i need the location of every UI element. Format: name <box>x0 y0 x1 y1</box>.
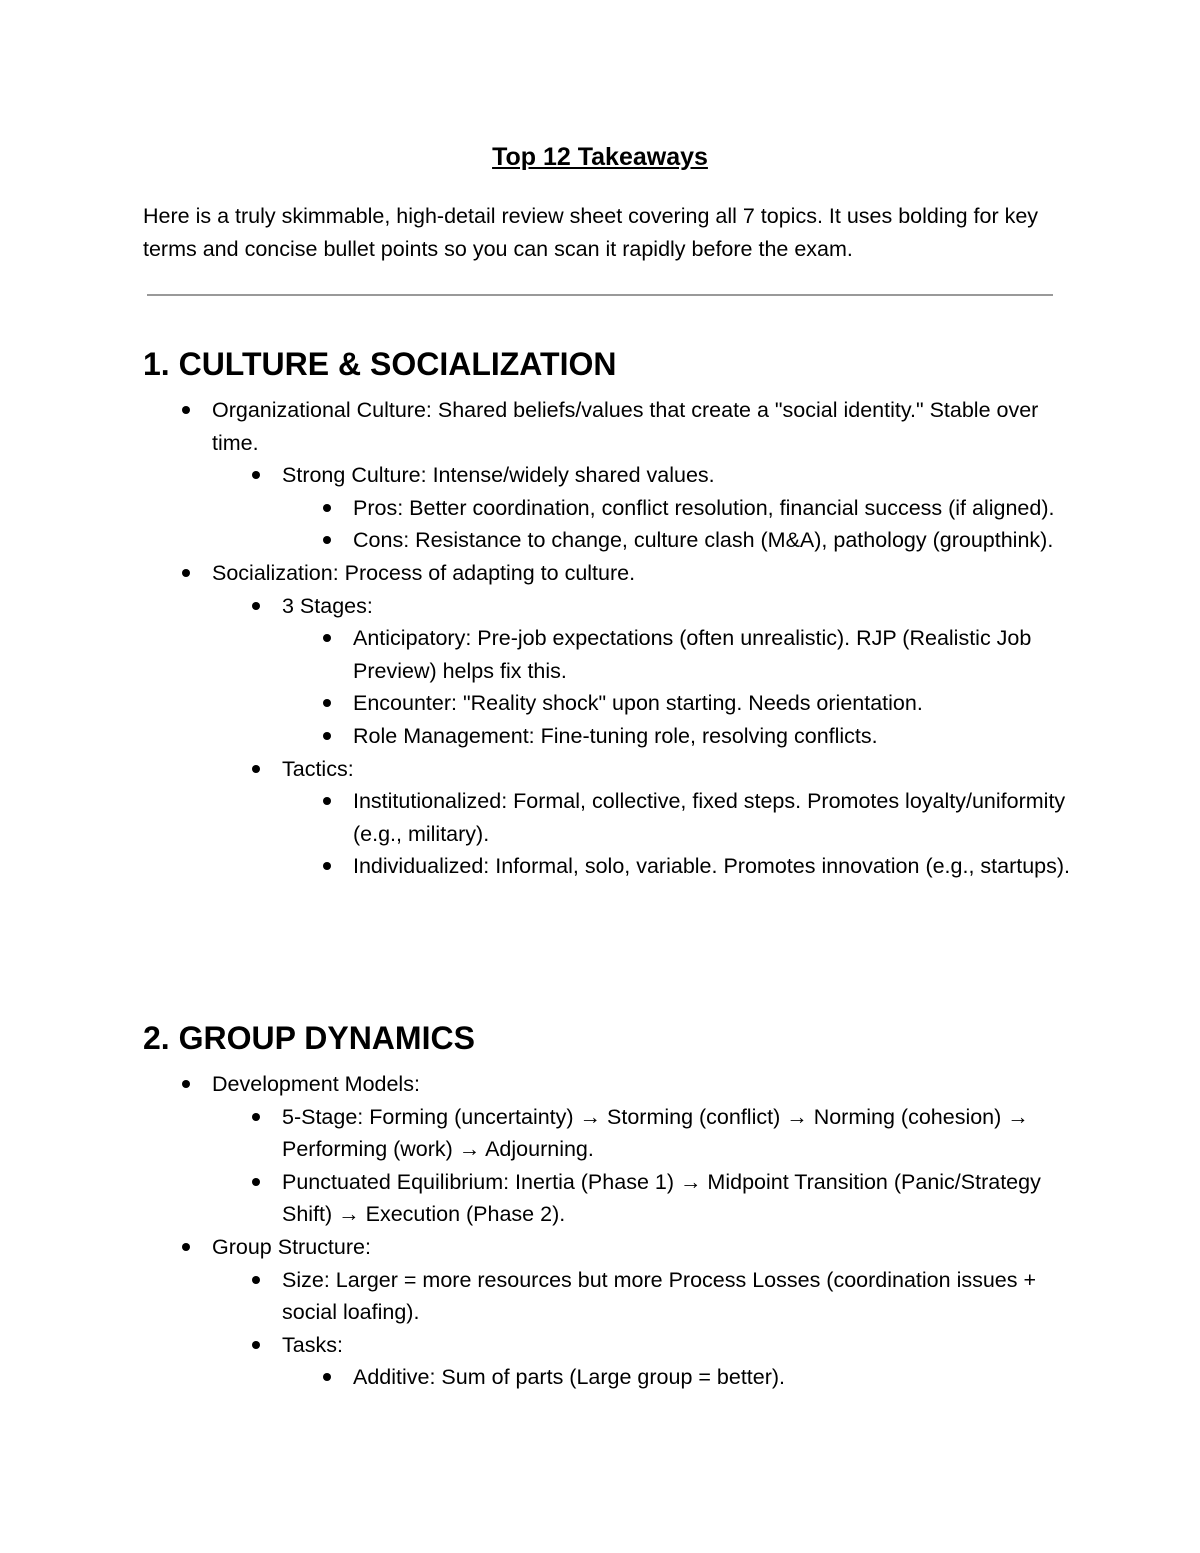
bullet-icon <box>252 602 260 610</box>
list-item-text: Encounter: "Reality shock" upon starting. Needs orientation. <box>353 691 923 716</box>
list-item-text: Size: Larger = more resources but more Process Losses (coordination issues + social loafing). <box>282 1267 1037 1325</box>
list-item <box>212 1231 1073 1264</box>
list-item-text: 5-Stage: Forming (uncertainty) → Storming (conflict) → Norming (cohesion) → Performing (work) → Adjourning. <box>282 1104 1029 1162</box>
list-item-text: Tasks: <box>282 1332 343 1357</box>
bullet-icon <box>252 1276 260 1284</box>
list-item <box>282 1101 1073 1166</box>
list-item <box>212 557 1073 590</box>
section-group-dynamics <box>143 1014 1073 1394</box>
bullet-list <box>143 394 1073 883</box>
list-item-text: Anticipatory: Pre-job expectations (often unrealistic). RJP (Realistic Job Preview) helps fix this. <box>353 626 1032 683</box>
list-item-text: Group Structure: <box>212 1234 371 1259</box>
list-item <box>212 1068 1073 1101</box>
bullet-icon <box>323 504 331 512</box>
list-item-text: Additive: Sum of parts (Large group = better). <box>353 1365 786 1390</box>
list-item-text: Pros: Better coordination, conflict resolution, financial success (if aligned). <box>353 495 1055 520</box>
bullet-icon <box>182 406 190 414</box>
list-item <box>353 720 1073 753</box>
list-item <box>353 785 1073 850</box>
list-item-text: Organizational Culture: Shared beliefs/values that create a "social identity." Stable over time. <box>212 398 1039 455</box>
section-culture-socialization <box>143 340 1073 883</box>
list-item-text: Institutionalized: Formal, collective, fixed steps. Promotes loyalty/uniformity (e.g., military). <box>353 789 1066 846</box>
section-heading: 2. GROUP DYNAMICS <box>143 1020 475 1056</box>
list-item-text: Development Models: <box>212 1072 420 1096</box>
list-item <box>353 687 1073 720</box>
bullet-icon <box>252 765 260 773</box>
bullet-icon <box>323 634 331 642</box>
list-item <box>353 1361 1073 1394</box>
bullet-icon <box>182 1080 190 1088</box>
bullet-icon <box>182 569 190 577</box>
bullet-icon <box>182 1243 190 1251</box>
list-item <box>282 753 1073 786</box>
bullet-icon <box>252 1178 260 1186</box>
section-heading: 1. CULTURE & SOCIALIZATION <box>143 346 617 382</box>
list-item-text: Cons: Resistance to change, culture clash (M&A), pathology (groupthink). <box>353 528 1054 553</box>
list-item-text: 3 Stages: <box>282 593 373 618</box>
intro-paragraph: Here is a truly skimmable, high-detail review sheet covering all 7 topics. It uses bolding for key terms and concise bullet points so you can scan it rapidly before the exam. <box>143 204 1039 261</box>
list-item-text: Socialization: Process of adapting to culture. <box>212 560 636 585</box>
bullet-icon <box>323 862 331 870</box>
bullet-icon <box>323 1373 331 1381</box>
list-item <box>282 1264 1073 1329</box>
list-item-text: Role Management: Fine-tuning role, resolving conflicts. <box>353 723 878 748</box>
list-item <box>282 1166 1073 1231</box>
horizontal-divider <box>147 294 1053 296</box>
document-title: Top 12 Takeaways <box>492 143 708 171</box>
list-item <box>353 622 1073 687</box>
list-item <box>353 850 1073 883</box>
bullet-icon <box>323 536 331 544</box>
bullet-icon <box>323 732 331 740</box>
list-item <box>282 459 1073 492</box>
bullet-icon <box>323 699 331 707</box>
list-item-text: Individualized: Informal, solo, variable. Promotes innovation (e.g., startups). <box>353 854 1071 879</box>
list-item <box>212 394 1073 459</box>
list-item <box>282 590 1073 623</box>
bullet-icon <box>252 1113 260 1121</box>
bullet-icon <box>252 1341 260 1349</box>
list-item-text: Punctuated Equilibrium: Inertia (Phase 1) → Midpoint Transition (Panic/Strategy Shift) → Execution (Phase 2). <box>282 1169 1041 1227</box>
bullet-list <box>143 1068 1073 1394</box>
bullet-icon <box>252 471 260 479</box>
bullet-icon <box>323 797 331 805</box>
list-item-text: Tactics: <box>282 756 354 781</box>
list-item <box>353 524 1073 557</box>
list-item-text: Strong Culture: Intense/widely shared values. <box>282 463 715 488</box>
list-item <box>282 1329 1073 1362</box>
list-item <box>353 492 1073 525</box>
